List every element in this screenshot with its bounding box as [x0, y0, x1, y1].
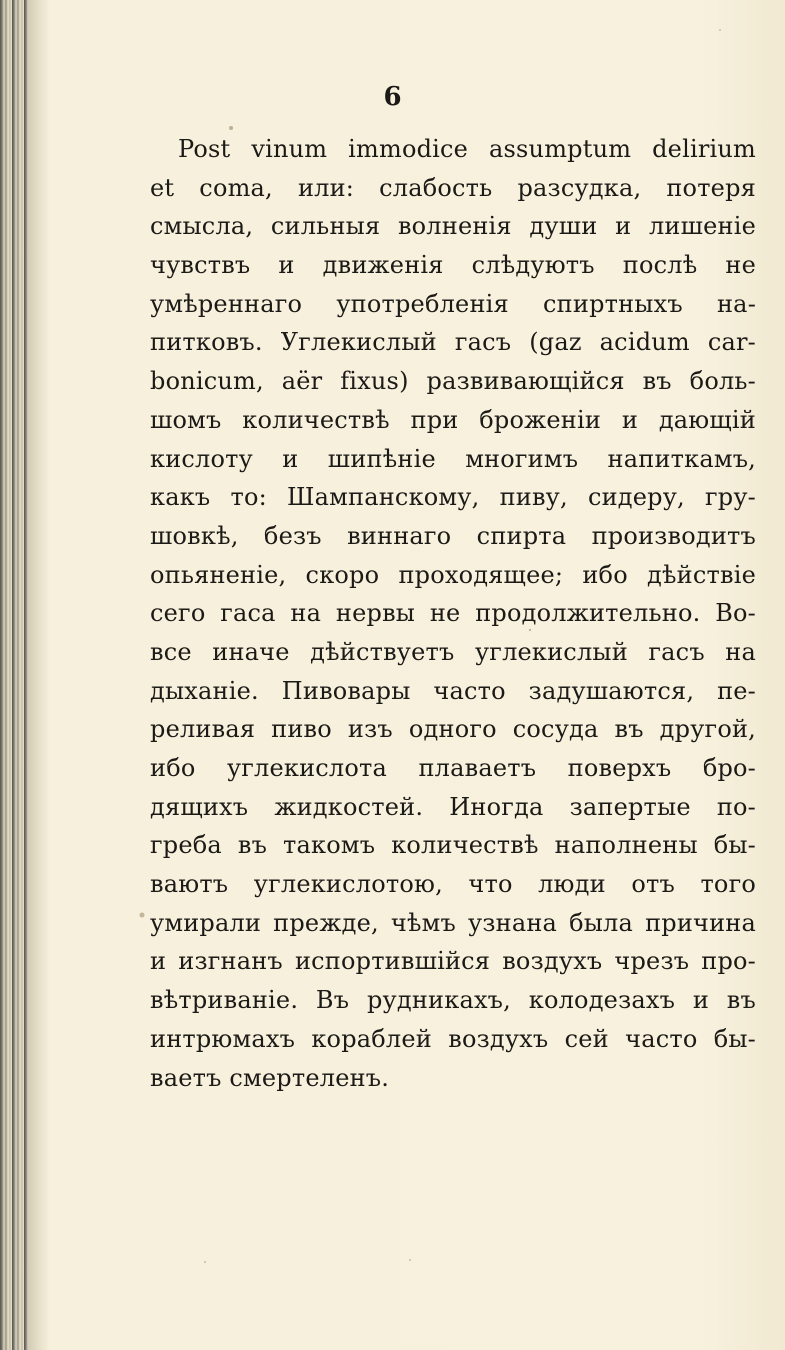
text-line: ваютъ углекислотою, что люди отъ того	[150, 870, 756, 899]
text-line: какъ то: Шампанскому, пиву, сидеру, гру-	[150, 483, 756, 512]
text-line: сего гаса на нервы не продолжительно. Во-	[150, 599, 756, 628]
text-line: все иначе дѣйствуетъ углекислый гасъ на	[150, 637, 756, 666]
gutter-shadow	[28, 0, 50, 1350]
text-line: умирали прежде, чѣмъ узнана была причина	[150, 908, 756, 937]
text-line: шомъ количествѣ при броженіи и дающій	[150, 405, 756, 434]
text-line: дящихъ жидкостей. Иногда запертые по-	[150, 792, 756, 821]
text-line: греба въ такомъ количествѣ наполнены бы-	[150, 831, 756, 860]
text-line: умѣреннаго употребленія спиртныхъ на-	[150, 289, 756, 318]
text-line: et coma, или: слабость разсудка, потеря	[150, 173, 756, 202]
text-line: реливая пиво изъ одного сосуда въ другой,	[150, 715, 756, 744]
body-text	[150, 130, 756, 1097]
text-line: шовкѣ, безъ виннаго спирта производитъ	[150, 521, 756, 550]
page-number: 6	[383, 82, 402, 112]
text-line: и изгнанъ испортившійся воздухъ чрезъ про-	[150, 947, 756, 976]
text-line: чувствъ и движенія слѣдуютъ послѣ не	[150, 251, 756, 280]
text-line: кислоту и шипѣніе многимъ напиткамъ,	[150, 444, 756, 473]
text-line: дыханіе. Пивовары часто задушаются, пе-	[150, 676, 756, 705]
text-line: вѣтриваніе. Въ рудникахъ, колодезахъ и въ	[150, 986, 756, 1015]
text-line: питковъ. Углекислый гасъ (gaz acidum car-	[150, 328, 756, 357]
text-line: опьяненіе, скоро проходящее; ибо дѣйствіе	[150, 560, 756, 589]
text-line: смысла, сильныя волненія души и лишеніе	[150, 212, 756, 241]
text-line: Post vinum immodice assumptum delirium	[178, 135, 756, 163]
book-binding-edge	[0, 0, 28, 1350]
text-line: ибо углекислота плаваетъ поверхъ бро-	[150, 754, 756, 782]
text-line: интрюмахъ кораблей воздухъ сей часто бы-	[150, 1024, 756, 1053]
text-line: bonicum, aër fixus) развивающійся въ боль-	[150, 367, 756, 396]
text-line: ваетъ смертеленъ.	[150, 1063, 390, 1092]
